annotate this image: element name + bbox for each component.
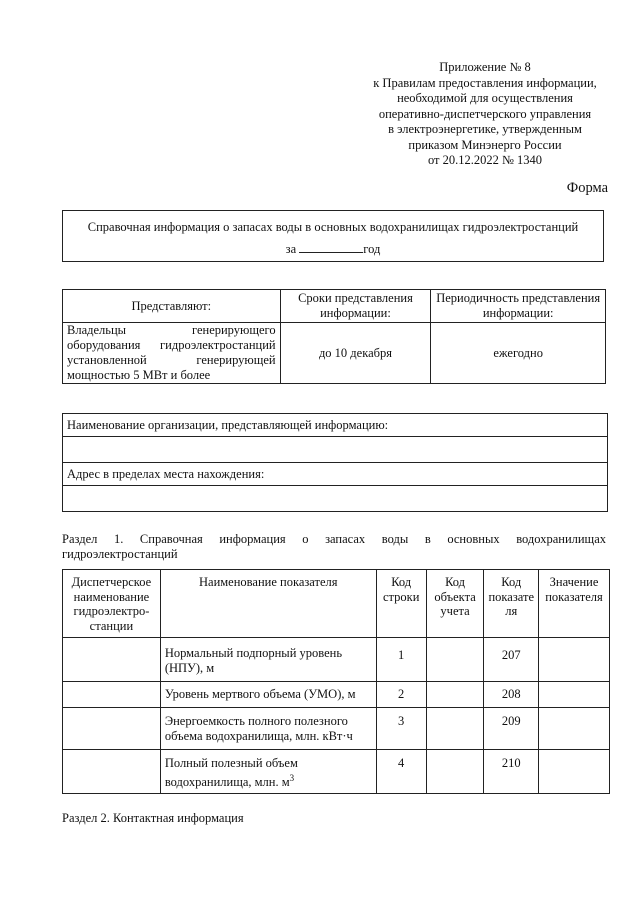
table-row (63, 708, 610, 750)
indicator-name-text: Полный полезный объем водохранилища, млн. м (164, 756, 298, 789)
section1-line: гидроэлектростанций (62, 547, 178, 561)
form-label: Форма (566, 180, 608, 196)
form-title-box (62, 210, 604, 262)
appendix-header (360, 60, 610, 169)
indicator-code-cell: 210 (484, 750, 539, 794)
dispatch-name-cell[interactable] (63, 708, 161, 750)
header-submitters: Представляют: (63, 290, 281, 323)
dispatch-name-cell[interactable] (63, 750, 161, 794)
submitters-line: мощностью 5 МВт и более (67, 368, 211, 382)
row-code-cell: 1 (376, 638, 426, 682)
header-indicator-name: Наименование показателя (160, 570, 376, 638)
row-code-cell: 2 (376, 682, 426, 708)
object-code-cell[interactable] (426, 708, 484, 750)
value-cell[interactable] (539, 750, 610, 794)
object-code-cell[interactable] (426, 750, 484, 794)
dispatch-name-cell[interactable] (63, 682, 161, 708)
frequency-cell: ежегодно (431, 323, 606, 384)
appendix-line: Приложение № 8 (439, 60, 531, 74)
appendix-line: приказом Минэнерго России (408, 137, 562, 152)
year-blank-field[interactable] (299, 241, 363, 253)
org-name-field[interactable] (63, 437, 608, 463)
submitters-line: установленной генерирующей (67, 353, 276, 367)
table-row (63, 750, 610, 794)
org-name-label: Наименование организации, представляющей информацию: (63, 414, 608, 437)
submitters-line: Владельцы генерирующего (67, 323, 276, 337)
appendix-line: оперативно-диспетчерского управления (378, 106, 592, 121)
reporting-table (62, 289, 606, 384)
value-cell[interactable] (539, 708, 610, 750)
section1-heading (62, 532, 606, 562)
section2-heading: Раздел 2. Контактная информация (62, 811, 244, 825)
appendix-line: необходимой для осуществления (397, 91, 573, 105)
header-frequency: Периодичность представления информации: (431, 290, 606, 323)
object-code-cell[interactable] (426, 682, 484, 708)
dispatch-name-cell[interactable] (63, 638, 161, 682)
value-cell[interactable] (539, 638, 610, 682)
header-indicator-code: Код показате ля (484, 570, 539, 638)
year-prefix: за (285, 242, 297, 256)
indicator-code-cell: 209 (484, 708, 539, 750)
address-label: Адрес в пределах места нахождения: (63, 463, 608, 486)
indicator-name-cell: Энергоемкость полного полезного объема водохранилища, млн. кВт·ч (160, 708, 376, 750)
section1-line: Раздел 1. Справочная информация о запасах воды в основных водохранилищах (62, 532, 606, 546)
row-code-cell: 3 (376, 708, 426, 750)
indicator-name-cell: Уровень мертвого объема (УМО), м (160, 682, 376, 708)
indicator-code-cell: 208 (484, 682, 539, 708)
organization-table (62, 413, 608, 512)
object-code-cell[interactable] (426, 638, 484, 682)
water-reserves-table (62, 569, 610, 794)
form-title: Справочная информация о запасах воды в основных водохранилищах гидроэлектростанций (87, 220, 579, 234)
row-code-cell: 4 (376, 750, 426, 794)
header-value: Значение показателя (539, 570, 610, 638)
value-cell[interactable] (539, 682, 610, 708)
indicator-name-cell (160, 750, 376, 794)
header-dispatch-name: Диспетчерское наименование гидроэлектро- станции (63, 570, 161, 638)
indicator-code-cell: 207 (484, 638, 539, 682)
address-field[interactable] (63, 486, 608, 512)
indicator-name-cell: Нормальный подпорный уровень (НПУ), м (160, 638, 376, 682)
table-row (63, 638, 610, 682)
unit-superscript: 3 (289, 772, 295, 783)
header-row-code: Код строки (376, 570, 426, 638)
header-object-code: Код объекта учета (426, 570, 484, 638)
appendix-line: от 20.12.2022 № 1340 (427, 153, 543, 167)
year-line (63, 241, 603, 257)
header-deadlines: Сроки представления информации: (280, 290, 431, 323)
year-suffix: год (363, 242, 381, 256)
deadline-cell: до 10 декабря (280, 323, 431, 384)
submitters-line: оборудования гидроэлектростанций (67, 338, 276, 352)
appendix-line: к Правилам предоставления информации, (373, 75, 597, 90)
table-row (63, 682, 610, 708)
submitters-cell (63, 323, 281, 384)
appendix-line: в электроэнергетике, утвержденным (388, 122, 582, 136)
